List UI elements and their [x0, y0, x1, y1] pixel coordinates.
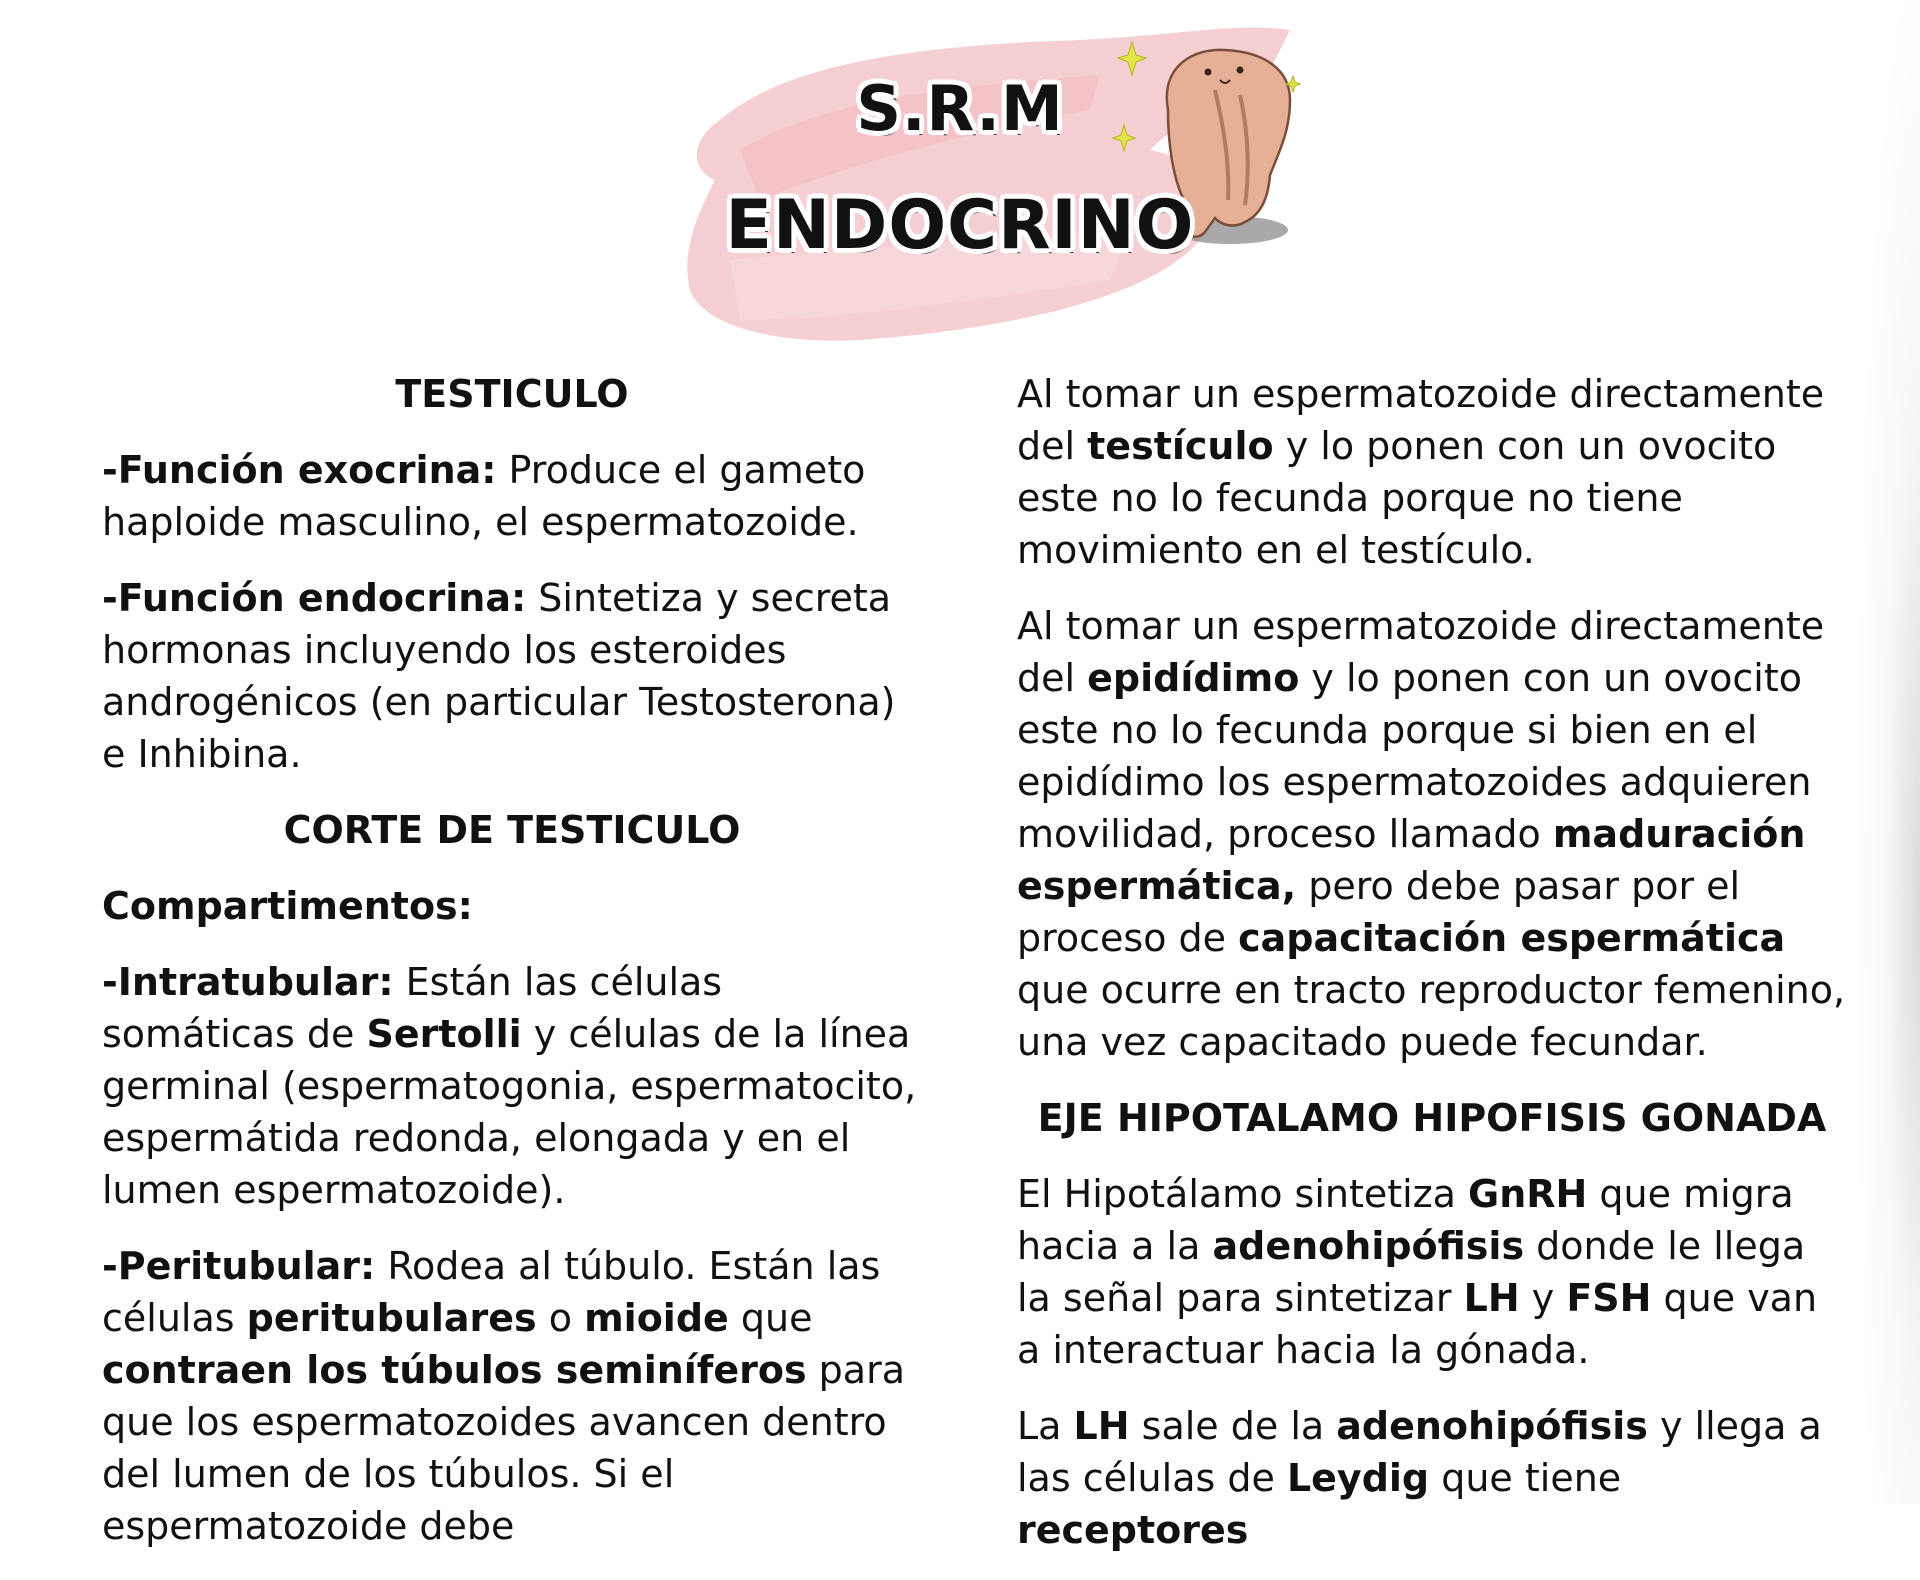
paragraph-funcion-exocrina: [102, 444, 922, 548]
header-title-line2: ENDOCRINO: [725, 186, 1195, 265]
text-funcion-exocrina: Produce el gameto haploide masculino, el espermatozoide.: [102, 448, 866, 544]
text-funcion-endocrina: Sintetiza y secreta hormonas incluyendo los esteroides androgénicos (en particular Testosterona) e Inhibina.: [102, 576, 896, 776]
text-span: donde le llega la señal para sintetizar: [1017, 1224, 1806, 1320]
text-span: y lo ponen con un ovocito este no lo fecunda porque si bien en el epidídimo los espermatozoides adquieren movilidad, proceso llamado: [1017, 656, 1812, 856]
bold-term: peritubulares: [246, 1296, 537, 1340]
text-span: y células de la línea germinal (espermatogonia, espermatocito, espermátida redonda, elongada y en el lumen espermatozoide).: [102, 1012, 917, 1212]
bold-term: capacitación espermática: [1238, 916, 1786, 960]
label-funcion-endocrina: -Función endocrina:: [102, 576, 527, 620]
bold-term: adenohipófisis: [1212, 1224, 1525, 1268]
bold-term: Sertolli: [366, 1012, 522, 1056]
header-title-line1: S.R.M: [856, 72, 1064, 145]
paragraph-intratubular: [102, 956, 922, 1216]
text-span: para que los espermatozoides avancen dentro del lumen de los túbulos. Si el espermatozoide debe: [102, 1348, 905, 1548]
heading-corte-testiculo: CORTE DE TESTICULO: [283, 808, 741, 852]
left-column: [102, 368, 922, 1576]
label-funcion-exocrina: -Función exocrina:: [102, 448, 497, 492]
bold-term: GnRH: [1468, 1172, 1588, 1216]
paragraph-peritubular: [102, 1240, 922, 1552]
heading-eje-hipotalamo: EJE HIPOTALAMO HIPOFISIS GONADA: [1037, 1096, 1827, 1140]
bold-term: LH: [1463, 1276, 1520, 1320]
paragraph-gnrh: [1017, 1168, 1847, 1376]
text-span: La: [1017, 1404, 1074, 1448]
label-peritubular: -Peritubular:: [102, 1244, 376, 1288]
label-intratubular: -Intratubular:: [102, 960, 394, 1004]
header-art: [0, 0, 1920, 360]
bold-term: FSH: [1566, 1276, 1652, 1320]
bold-term: LH: [1073, 1404, 1130, 1448]
text-span: y: [1519, 1276, 1567, 1320]
bold-term: receptores: [1017, 1508, 1249, 1552]
paragraph-funcion-endocrina: [102, 572, 922, 780]
text-span: que: [728, 1296, 813, 1340]
bold-term: epidídimo: [1087, 656, 1300, 700]
paragraph-testiculo-sperm: [1017, 368, 1847, 576]
bold-term: mioide: [584, 1296, 729, 1340]
text-span: pero debe pasar por el proceso de: [1017, 864, 1741, 960]
text-span: o: [536, 1296, 585, 1340]
bold-term: Leydig: [1286, 1456, 1430, 1500]
header-banner: [0, 0, 1920, 360]
right-column: [1017, 368, 1847, 1580]
bold-term: maduración espermática,: [1017, 812, 1806, 908]
paragraph-lh: [1017, 1400, 1847, 1556]
text-span: y llega a las células de: [1017, 1404, 1822, 1500]
text-span: que ocurre en tracto reproductor femenino, una vez capacitado puede fecundar.: [1017, 968, 1846, 1064]
text-span: que migra hacia a la: [1017, 1172, 1794, 1268]
bold-term: adenohipófisis: [1336, 1404, 1648, 1448]
text-span: Están las células somáticas de: [102, 960, 723, 1056]
paragraph-epididimo-sperm: [1017, 600, 1847, 1068]
heading-testiculo: TESTICULO: [395, 372, 629, 416]
text-span: que van a interactuar hacia la gónada.: [1017, 1276, 1818, 1372]
text-span: y lo ponen con un ovocito este no lo fecunda porque no tiene movimiento en el testículo.: [1017, 424, 1777, 572]
bold-term: testículo: [1087, 424, 1274, 468]
text-span: sale de la: [1129, 1404, 1337, 1448]
text-span: que tiene: [1429, 1456, 1622, 1500]
text-span: El Hipotálamo sintetiza: [1017, 1172, 1469, 1216]
text-span: Al tomar un espermatozoide directamente del: [1017, 372, 1825, 468]
bold-term: contraen los túbulos seminíferos: [102, 1348, 807, 1392]
text-span: Al tomar un espermatozoide directamente del: [1017, 604, 1825, 700]
heading-compartimentos: Compartimentos:: [102, 884, 473, 928]
text-span: Rodea al túbulo. Están las células: [102, 1244, 881, 1340]
